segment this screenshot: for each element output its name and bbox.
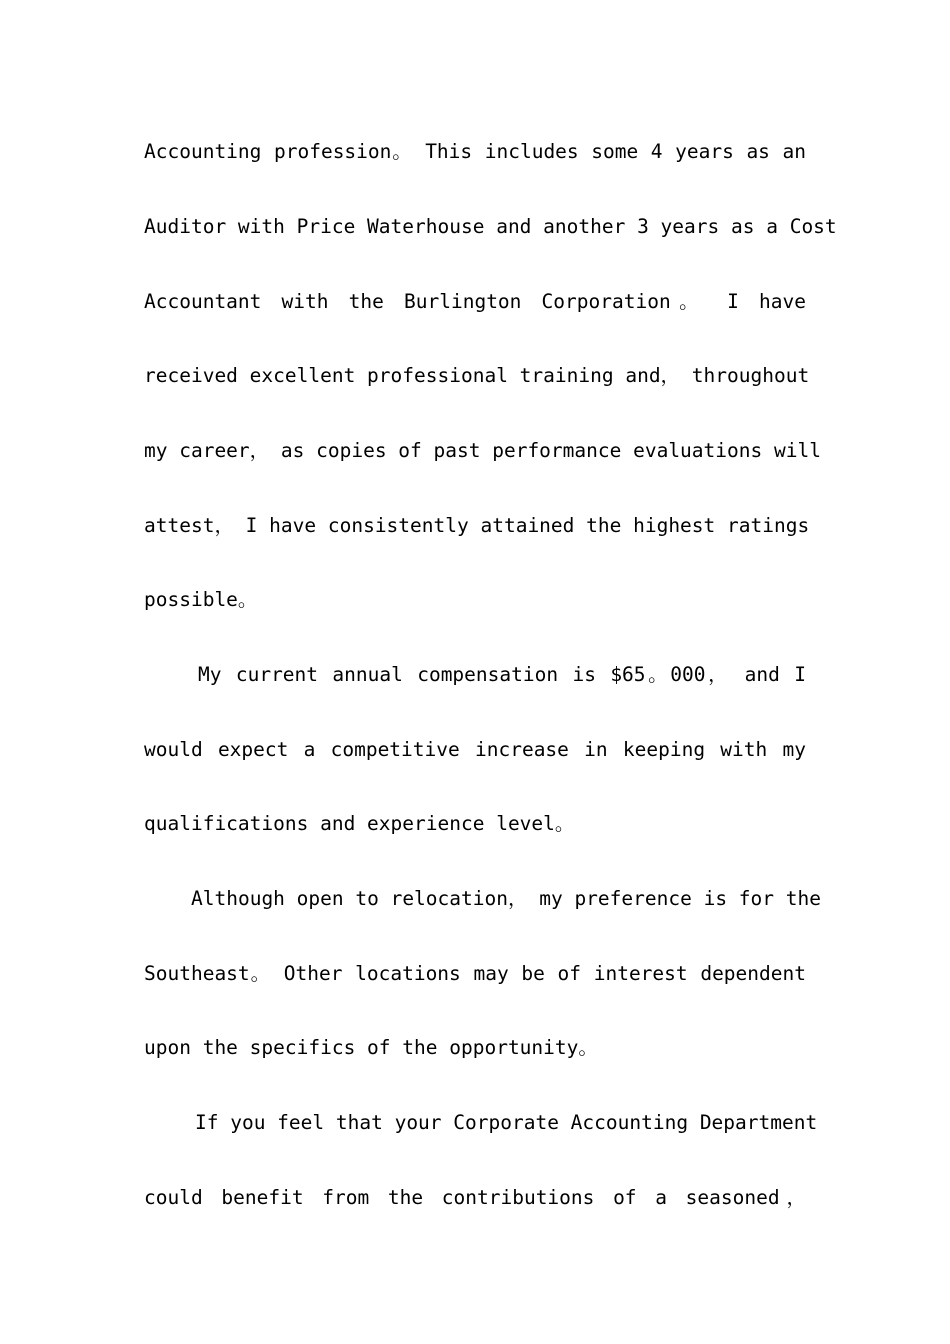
paragraph-first-line: If you feel that your Corporate Accounting Department xyxy=(195,1111,818,1134)
text-line: Accountant with the Burlington Corporation。 I have xyxy=(144,290,806,313)
text-line: my career， as copies of past performance evaluations will xyxy=(144,439,821,462)
paragraph-first-line: My current annual compensation is $65。000， and I xyxy=(198,663,806,686)
text-line: would expect a competitive increase in keeping with my xyxy=(144,738,806,761)
text-line: upon the specifics of the opportunity。 xyxy=(144,1036,598,1059)
paragraph-first-line: Although open to relocation， my preference is for the xyxy=(191,887,821,910)
text-line: attest， I have consistently attained the highest ratings xyxy=(144,514,810,537)
text-line: could benefit from the contributions of a seasoned， xyxy=(144,1186,806,1209)
text-line: possible。 xyxy=(144,588,258,611)
text-line: Southeast。 Other locations may be of interest dependent xyxy=(144,962,806,985)
text-line: Auditor with Price Waterhouse and another 3 years as a Cost xyxy=(144,215,837,238)
text-line: qualifications and experience level。 xyxy=(144,812,575,835)
text-line: Accounting profession。 This includes some 4 years as an xyxy=(144,140,806,163)
text-line: received excellent professional training and， throughout xyxy=(144,364,810,387)
